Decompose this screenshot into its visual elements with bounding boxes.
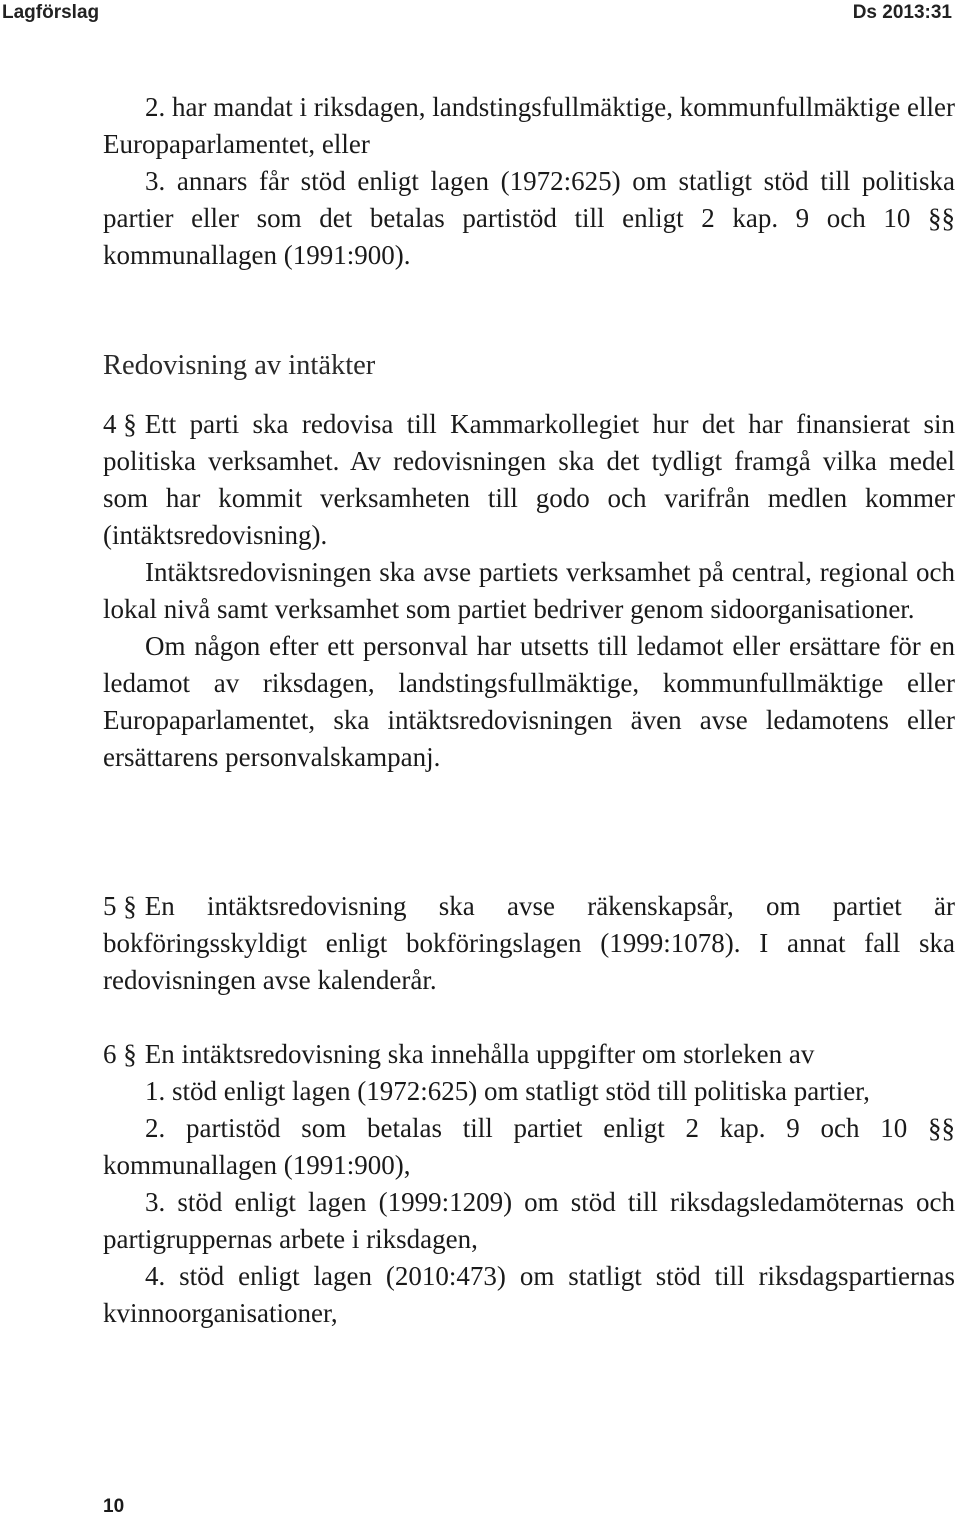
list-item: 2. har mandat i riksdagen, landstingsfullmäktige, kommunfullmäktige eller Europaparlamentet, eller <box>103 92 955 159</box>
paragraph-number: 5 § <box>103 891 137 921</box>
running-header-right: Ds 2013:31 <box>852 2 952 23</box>
paragraph-number: 6 § <box>103 1039 137 1069</box>
list-item: 3. annars får stöd enligt lagen (1972:625) om statligt stöd till politiska partier eller som det betalas partistöd till enligt 2 kap. 9 och 10 §§ kommunallagen (1991:900). <box>103 166 955 270</box>
list-item: 3. stöd enligt lagen (1999:1209) om stöd till riksdagsledamöternas och partigruppernas arbete i riksdagen, <box>103 1187 955 1254</box>
paragraph-5 <box>103 888 955 999</box>
list-item: 4. stöd enligt lagen (2010:473) om statligt stöd till riksdagspartiernas kvinnoorganisationer, <box>103 1261 955 1328</box>
continued-list <box>103 89 955 274</box>
list-item: 1. stöd enligt lagen (1972:625) om statligt stöd till politiska partier, <box>145 1076 870 1106</box>
paragraph-text: En intäktsredovisning ska avse räkenskapsår, om partiet är bokföringsskyldigt enligt bokföringslagen (1999:1078). I annat fall ska redovisningen avse kalenderår. <box>103 891 955 995</box>
section-heading: Redovisning av intäkter <box>103 350 376 381</box>
running-header-left: Lagförslag <box>2 2 100 23</box>
list-item: 2. partistöd som betalas till partiet enligt 2 kap. 9 och 10 §§ kommunallagen (1991:900), <box>103 1113 955 1180</box>
page-number: 10 <box>103 1496 125 1517</box>
paragraph-6 <box>103 1036 955 1332</box>
paragraph-text: Intäktsredovisningen ska avse partiets verksamhet på central, regional och lokal nivå samt verksamhet som partiet bedriver genom sidoorganisationer. <box>103 557 955 624</box>
paragraph-text: Ett parti ska redovisa till Kammarkollegiet hur det har finansierat sin politiska verksamhet. Av redovisningen ska det tydligt framgå vilka medel som har kommit verksamheten till godo och varifrån medlen kommer (intäktsredovisning). <box>103 409 955 550</box>
paragraph-4 <box>103 406 955 776</box>
paragraph-text: En intäktsredovisning ska innehålla uppgifter om storleken av <box>144 1039 815 1069</box>
paragraph-number: 4 § <box>103 409 137 439</box>
paragraph-text: Om någon efter ett personval har utsetts till ledamot eller ersättare för en ledamot av riksdagen, landstingsfullmäktige, kommunfullmäktige eller Europaparlamentet, ska intäktsredovisningen även avse ledamotens eller ersättarens personvalskampanj. <box>103 631 955 772</box>
